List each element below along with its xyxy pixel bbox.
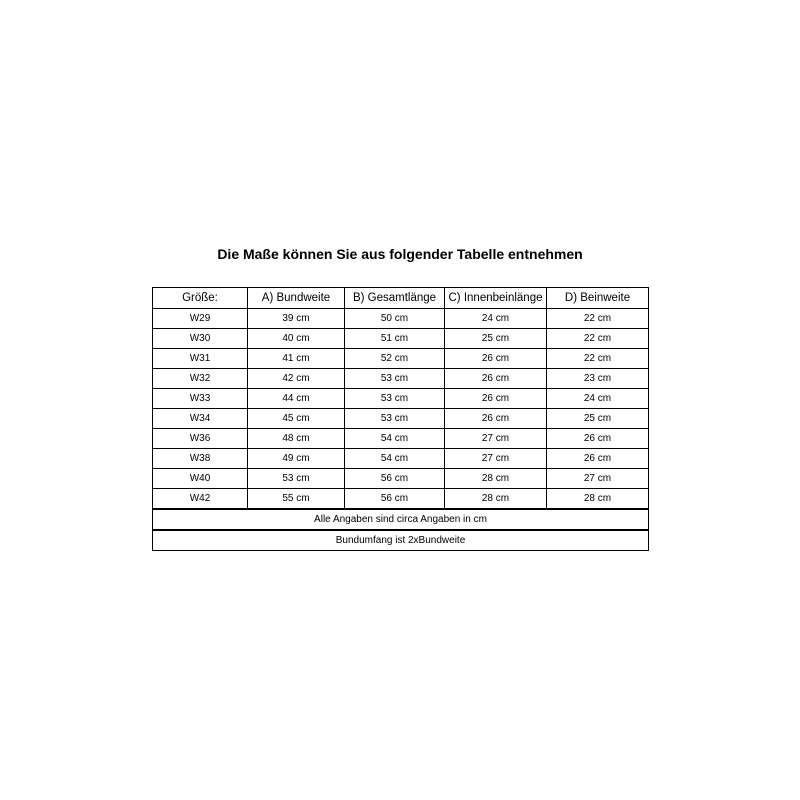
table-cell: 23 cm xyxy=(547,369,649,389)
table-header-row xyxy=(153,288,649,309)
size-chart-table xyxy=(152,287,649,551)
table-cell: W32 xyxy=(153,369,248,389)
table-row xyxy=(153,349,649,369)
table-cell: W30 xyxy=(153,329,248,349)
column-header-waist-width: A) Bundweite xyxy=(248,288,345,309)
table-cell: 26 cm xyxy=(445,409,547,429)
table-cell: 25 cm xyxy=(445,329,547,349)
column-header-leg-width: D) Beinweite xyxy=(547,288,649,309)
table-note-row xyxy=(153,509,649,530)
table-cell: 50 cm xyxy=(345,309,445,329)
table-row xyxy=(153,489,649,510)
table-row xyxy=(153,329,649,349)
table-cell: 28 cm xyxy=(445,469,547,489)
table-cell: 54 cm xyxy=(345,429,445,449)
table-cell: 24 cm xyxy=(547,389,649,409)
table-cell: 53 cm xyxy=(345,389,445,409)
column-header-size: Größe: xyxy=(153,288,248,309)
table-cell: 27 cm xyxy=(445,429,547,449)
table-cell: 56 cm xyxy=(345,469,445,489)
table-cell: W42 xyxy=(153,489,248,510)
table-cell: 56 cm xyxy=(345,489,445,510)
table-cell: 44 cm xyxy=(248,389,345,409)
table-cell: 22 cm xyxy=(547,309,649,329)
table-cell: 25 cm xyxy=(547,409,649,429)
table-cell: 39 cm xyxy=(248,309,345,329)
column-header-inseam-length: C) Innenbeinlänge xyxy=(445,288,547,309)
table-cell: 26 cm xyxy=(445,389,547,409)
table-row xyxy=(153,469,649,489)
table-row xyxy=(153,429,649,449)
table-cell: 53 cm xyxy=(345,409,445,429)
table-row xyxy=(153,389,649,409)
table-cell: 42 cm xyxy=(248,369,345,389)
table-cell: W36 xyxy=(153,429,248,449)
table-cell: 49 cm xyxy=(248,449,345,469)
page-title: Die Maße können Sie aus folgender Tabelle entnehmen xyxy=(217,246,583,262)
table-cell: 22 cm xyxy=(547,329,649,349)
table-cell: 26 cm xyxy=(547,429,649,449)
table-cell: 45 cm xyxy=(248,409,345,429)
table-cell: W33 xyxy=(153,389,248,409)
table-cell: 24 cm xyxy=(445,309,547,329)
table-cell: 54 cm xyxy=(345,449,445,469)
table-cell: W38 xyxy=(153,449,248,469)
table-cell: 53 cm xyxy=(248,469,345,489)
measurement-note: Alle Angaben sind circa Angaben in cm xyxy=(153,509,649,530)
table-cell: 28 cm xyxy=(445,489,547,510)
table-cell: 41 cm xyxy=(248,349,345,369)
table-cell: 53 cm xyxy=(345,369,445,389)
table-cell: 27 cm xyxy=(547,469,649,489)
table-cell: W29 xyxy=(153,309,248,329)
table-row xyxy=(153,309,649,329)
table-cell: 51 cm xyxy=(345,329,445,349)
table-cell: 28 cm xyxy=(547,489,649,510)
table-cell: 55 cm xyxy=(248,489,345,510)
table-cell: W40 xyxy=(153,469,248,489)
table-cell: W34 xyxy=(153,409,248,429)
table-row xyxy=(153,449,649,469)
table-row xyxy=(153,369,649,389)
column-header-total-length: B) Gesamtlänge xyxy=(345,288,445,309)
table-cell: 26 cm xyxy=(445,349,547,369)
table-note-row xyxy=(153,530,649,551)
table-cell: 27 cm xyxy=(445,449,547,469)
waist-circumference-note: Bundumfang ist 2xBundweite xyxy=(153,530,649,551)
table-cell: 40 cm xyxy=(248,329,345,349)
table-cell: 26 cm xyxy=(547,449,649,469)
table-cell: 52 cm xyxy=(345,349,445,369)
table-cell: 48 cm xyxy=(248,429,345,449)
table-cell: W31 xyxy=(153,349,248,369)
table-body xyxy=(153,288,649,551)
table-cell: 26 cm xyxy=(445,369,547,389)
table-cell: 22 cm xyxy=(547,349,649,369)
table-row xyxy=(153,409,649,429)
